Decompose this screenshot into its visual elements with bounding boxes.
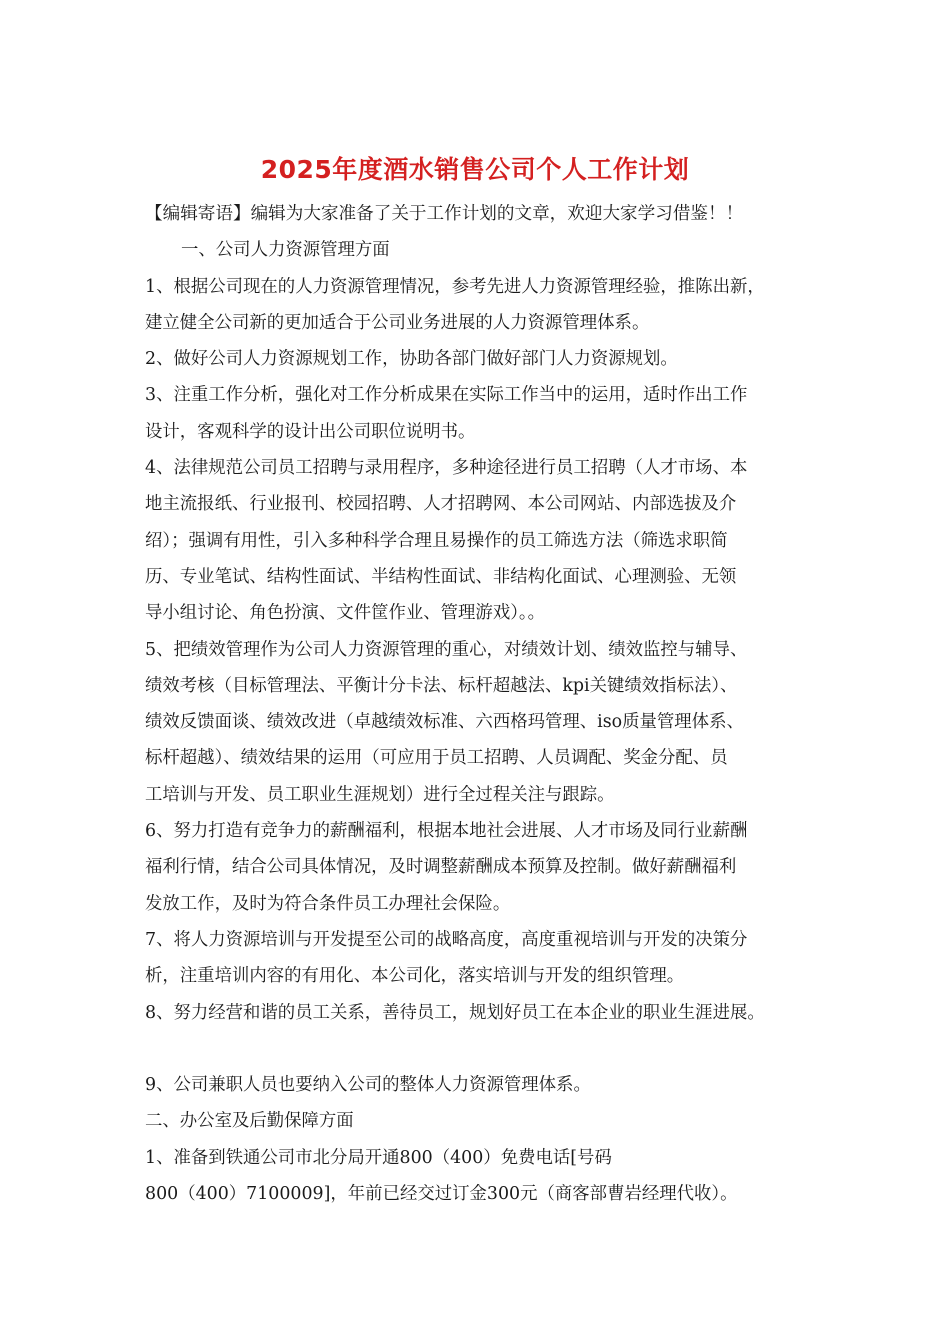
paragraph-line: 8、努力经营和谐的员工关系，善待员工，规划好员工在本企业的职业生涯进展。 bbox=[145, 1002, 765, 1023]
section-heading: 一、公司人力资源管理方面 bbox=[181, 240, 390, 261]
paragraph-line: 6、努力打造有竞争力的薪酬福利，根据本地社会进展、人才市场及同行业薪酬 bbox=[145, 821, 748, 842]
paragraph-line: 建立健全公司新的更加适合于公司业务进展的人力资源管理体系。 bbox=[145, 312, 650, 333]
paragraph-line: 析，注重培训内容的有用化、本公司化，落实培训与开发的组织管理。 bbox=[145, 966, 685, 987]
paragraph-line: 1、根据公司现在的人力资源管理情况，参考先进人力资源管理经验，推陈出新， bbox=[145, 276, 765, 297]
paragraph-line: 设计，客观科学的设计出公司职位说明书。 bbox=[145, 421, 476, 442]
blank-line bbox=[145, 1031, 825, 1067]
paragraph-line: 导小组讨论、角色扮演、文件筐作业、管理游戏）。。 bbox=[145, 603, 545, 624]
document-body bbox=[145, 196, 825, 1212]
paragraph-line: 9、公司兼职人员也要纳入公司的整体人力资源管理体系。 bbox=[145, 1075, 591, 1096]
editor-note: 【编辑寄语】编辑为大家准备了关于工作计划的文章，欢迎大家学习借鉴！！ bbox=[145, 204, 744, 224]
document-title: 2025年度酒水销售公司个人工作计划 bbox=[260, 155, 690, 184]
paragraph-line: 绩效反馈面谈、绩效改进（卓越绩效标准、六西格玛管理、iso质量管理体系、 bbox=[145, 712, 744, 733]
section-heading: 二、办公室及后勤保障方面 bbox=[145, 1111, 354, 1132]
paragraph-line: 800（400）7100009]，年前已经交过订金300元（商客部曹岩经理代收）。 bbox=[145, 1184, 738, 1205]
paragraph-line: 2、做好公司人力资源规划工作，协助各部门做好部门人力资源规划。 bbox=[145, 349, 678, 370]
paragraph-line: 7、将人力资源培训与开发提至公司的战略高度，高度重视培训与开发的决策分 bbox=[145, 929, 748, 950]
paragraph-line: 绩效考核（目标管理法、平衡计分卡法、标杆超越法、kpi关键绩效指标法）、 bbox=[145, 675, 738, 696]
paragraph-line: 1、准备到铁通公司市北分局开通800（400）免费电话[号码 bbox=[145, 1147, 612, 1168]
paragraph-line: 福利行情，结合公司具体情况，及时调整薪酬成本预算及控制。做好薪酬福利 bbox=[145, 857, 737, 878]
paragraph-line: 4、法律规范公司员工招聘与录用程序，多种途径进行员工招聘（人才市场、本 bbox=[145, 458, 748, 479]
paragraph-line: 工培训与开发、员工职业生涯规划）进行全过程关注与跟踪。 bbox=[145, 784, 615, 805]
paragraph-line: 标杆超越）、绩效结果的运用（可应用于员工招聘、人员调配、奖金分配、员 bbox=[145, 748, 728, 769]
paragraph-line: 5、把绩效管理作为公司人力资源管理的重心，对绩效计划、绩效监控与辅导、 bbox=[145, 639, 748, 660]
paragraph-line: 地主流报纸、行业报刊、校园招聘、人才招聘网、本公司网站、内部选拔及介 bbox=[145, 494, 737, 515]
paragraph-line: 发放工作，及时为符合条件员工办理社会保险。 bbox=[145, 893, 511, 914]
paragraph-line: 3、注重工作分析，强化对工作分析成果在实际工作当中的运用，适时作出工作 bbox=[145, 385, 748, 406]
paragraph-line: 绍）；强调有用性，引入多种科学合理且易操作的员工筛选方法（筛选求职简 bbox=[145, 530, 728, 551]
paragraph-line: 历、专业笔试、结构性面试、半结构性面试、非结构化面试、心理测验、无领 bbox=[145, 566, 737, 587]
